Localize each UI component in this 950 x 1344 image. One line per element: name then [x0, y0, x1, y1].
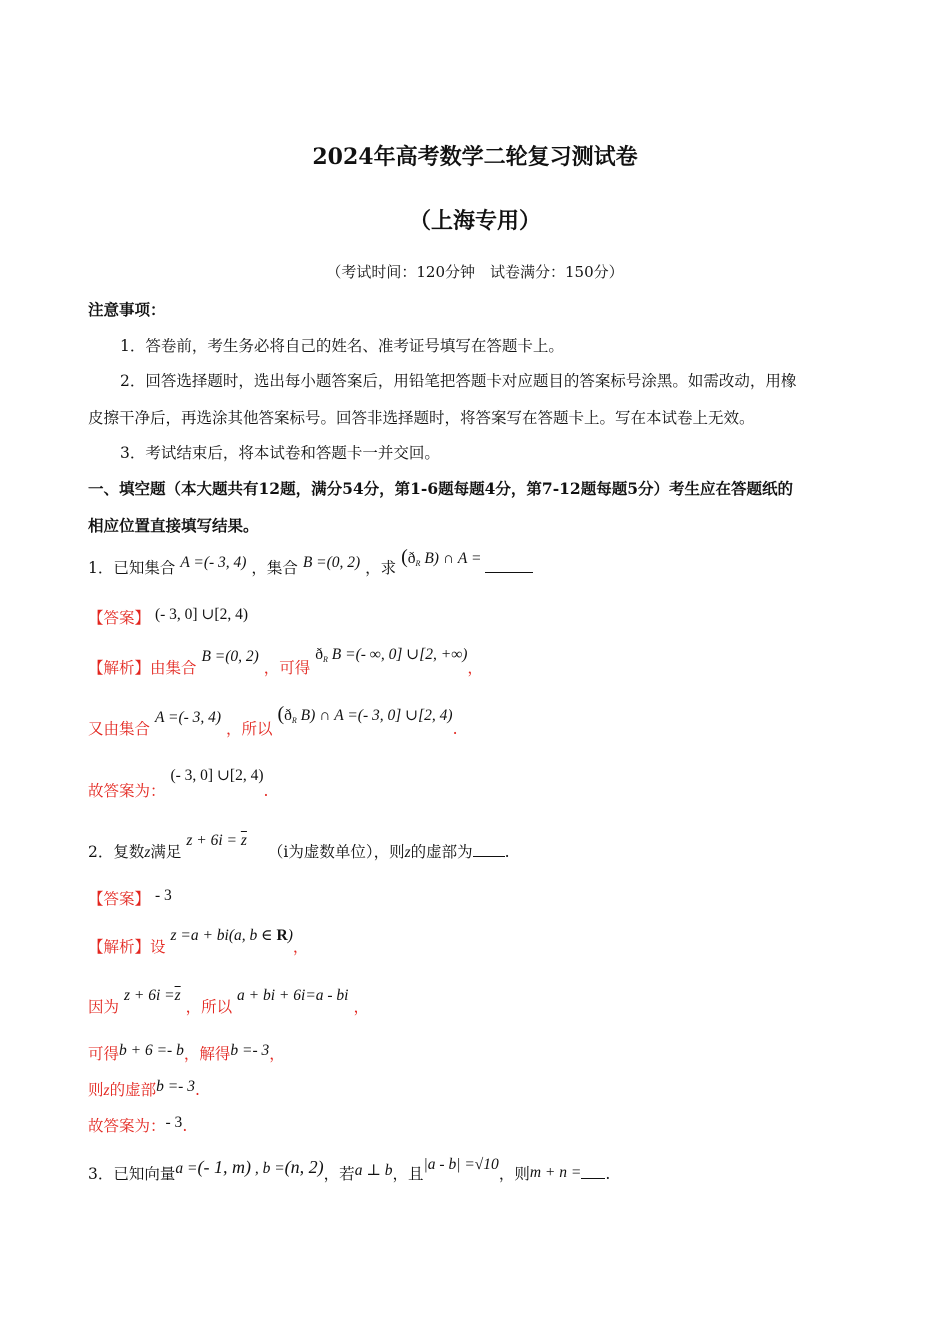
- q1-a2-math-1: A =(- 3, 4): [154, 709, 222, 726]
- q2-condition-lhs: z + 6i =: [186, 832, 238, 849]
- q2-a2-text-3: ，: [353, 998, 369, 1016]
- page-subtitle: （上海专用）: [408, 208, 541, 234]
- q3-text-2: ，若: [323, 1165, 355, 1183]
- q1-a1-text-3: ，: [467, 659, 483, 677]
- q3-text-4: ，则: [498, 1165, 530, 1183]
- q1-a3-text-2: .: [263, 782, 269, 800]
- complement-icon: ð: [407, 550, 416, 567]
- q3-magnitude-lhs: |a - b|: [423, 1156, 461, 1173]
- q2-a4-text-2: 的虚部: [109, 1081, 157, 1099]
- q2-a2-math-1: [124, 987, 181, 1004]
- q1-a2-text-1: 又由集合: [88, 720, 151, 738]
- q2-a1-text-1: 设: [150, 938, 166, 956]
- analysis-label: 【解析】: [88, 938, 151, 956]
- q2-a4-text-3: .: [194, 1081, 200, 1099]
- q3-text-1: 3．已知向量: [88, 1165, 176, 1183]
- q1-paren: (: [401, 546, 408, 568]
- q2-analysis-4: [88, 1078, 200, 1100]
- q2-a1-math: [170, 927, 292, 944]
- q2-answer-row: [88, 887, 172, 909]
- question-1: [88, 546, 533, 579]
- note-item-3: 3．考试结束后，将本试卷和答题卡一并交回。: [120, 444, 440, 462]
- q2-analysis-1: [88, 927, 309, 957]
- q2-a3-math-2: b =- 3: [230, 1042, 270, 1059]
- q2-a3-math-1: b + 6 =- b: [119, 1042, 184, 1059]
- q1-answer-blank[interactable]: [485, 558, 533, 573]
- q1-a3-math-1: (- 3, 0] ∪[2, 4): [170, 767, 264, 784]
- q3-perpendicular: a ⊥ b: [354, 1162, 393, 1179]
- q2-answer: - 3: [154, 887, 172, 904]
- q1-set-b: B =(0, 2): [302, 554, 361, 571]
- q2-text-4: 的虚部为: [410, 843, 473, 861]
- q1-a2-sub-r: R: [291, 716, 297, 725]
- q2-a5-text-2: .: [182, 1117, 188, 1135]
- section-heading-b: 相应位置直接填写结果。: [88, 516, 259, 535]
- q1-a1-result: B =(- ∞, 0] ∪[2, +∞): [327, 646, 468, 663]
- q2-text-3: （i为虚数单位），则: [267, 843, 405, 861]
- complement-icon: ð: [315, 646, 323, 663]
- q2-a5-text-1: 故答案为：: [88, 1117, 166, 1135]
- q3-magnitude: [424, 1156, 499, 1173]
- q2-a2-lhs: z + 6i =: [123, 987, 175, 1004]
- q3-vector-a-lhs: a =: [175, 1160, 198, 1177]
- complement-icon: ð: [284, 707, 292, 724]
- q3-vector-b-lhs: , b =: [250, 1160, 285, 1177]
- q1-a2-b-paren: B): [296, 707, 316, 724]
- q1-a3-text-1: 故答案为：: [88, 782, 166, 800]
- page-title: 2024年高考数学二轮复习测试卷: [312, 144, 638, 170]
- q2-a3-text-3: ，: [269, 1045, 285, 1063]
- answer-label: 【答案】: [88, 890, 151, 908]
- q2-a1-domain: (a, b ∈: [228, 927, 277, 944]
- q1-a1-math-1: B =(0, 2): [201, 648, 259, 665]
- real-set-icon: R: [276, 927, 288, 944]
- question-3: [88, 1156, 611, 1184]
- q2-a2-text-1: 因为: [88, 998, 120, 1016]
- question-2: [88, 832, 510, 862]
- q3-text-5: .: [605, 1165, 611, 1183]
- q1-sub-r: R: [415, 559, 421, 568]
- q2-a4-var-z: z: [103, 1082, 110, 1099]
- section-heading-a: 一、填空题（本大题共有12题，满分54分，第1-6题每题4分，第7-12题每题5分）考生应在答题纸的: [88, 479, 794, 498]
- q1-a1-sub-r: R: [323, 655, 328, 664]
- note-item-1: 1．答卷前，考生务必将自己的姓名、准考证号填写在答题卡上。: [120, 337, 564, 355]
- q2-text-5: .: [504, 843, 510, 861]
- answer-label: 【答案】: [88, 609, 151, 627]
- q3-vector-a: (- 1, m): [197, 1157, 251, 1177]
- q2-analysis-5: [88, 1114, 187, 1136]
- q2-text-1: 2．复数: [88, 843, 145, 861]
- q1-a1-text-1: 由集合: [150, 659, 197, 677]
- notes-heading: 注意事项：: [88, 300, 166, 319]
- q3-vector-b: (n, 2): [284, 1157, 324, 1177]
- q2-var-z2: z: [404, 844, 411, 861]
- q2-condition: [186, 832, 247, 849]
- q1-a2-text-3: .: [452, 720, 458, 738]
- q2-a1-z-def: z =a + bi: [170, 927, 229, 944]
- q1-answer-row: [88, 606, 248, 628]
- q1-text-3: ，求: [365, 559, 397, 577]
- note-item-2a: 2．回答选择题时，选出每小题答案后，用铅笔把答题卡对应题目的答案标号涂黑。如需改动，用橡: [120, 372, 797, 390]
- q1-answer: (- 3, 0] ∪[2, 4): [154, 606, 248, 623]
- q3-magnitude-value: =√10: [460, 1156, 499, 1173]
- q2-analysis-3: [88, 1042, 285, 1064]
- q2-a5-math-1: - 3: [165, 1114, 183, 1131]
- q1-a2-result: ∩ A =(- 3, 0] ∪[2, 4): [315, 707, 453, 724]
- q2-a4-text-1: 则: [88, 1081, 104, 1099]
- note-item-2b: 皮擦干净后，再选涂其他答案标号。回答非选择题时，将答案写在答题卡上。写在本试卷上无效。: [88, 409, 755, 427]
- q2-a3-text-1: 可得: [88, 1045, 120, 1063]
- q3-answer-blank[interactable]: [581, 1164, 605, 1179]
- q2-a3-text-2: ，解得: [183, 1045, 231, 1063]
- q2-var-z: z: [144, 844, 151, 861]
- q2-a2-math-2: a + bi + 6i=a - bi: [237, 987, 349, 1004]
- q1-analysis-2: [88, 703, 458, 740]
- q1-expression: [401, 546, 485, 568]
- q1-a1-text-2: ，可得: [263, 659, 311, 677]
- q1-a2-math-2: [277, 703, 453, 725]
- q1-cap-a: ∩ A =: [438, 550, 482, 567]
- q1-text-1: 1．已知集合: [88, 559, 176, 577]
- q2-answer-blank[interactable]: [473, 842, 505, 857]
- analysis-label: 【解析】: [88, 659, 151, 677]
- exam-info: （考试时间：120分钟 试卷满分：150分）: [326, 263, 624, 281]
- q2-a4-math-1: b =- 3: [156, 1078, 195, 1095]
- q1-analysis-1: [88, 646, 483, 678]
- q1-analysis-3: [88, 767, 269, 801]
- q1-set-a: A =(- 3, 4): [180, 554, 247, 571]
- q3-sum: m + n =: [529, 1164, 582, 1181]
- q3-vectors: [175, 1157, 324, 1177]
- q2-a1-close: ): [287, 927, 293, 944]
- q2-analysis-2: [88, 987, 369, 1017]
- q1-a2-text-2: ，所以: [226, 720, 273, 738]
- q1-b-paren: B): [420, 550, 439, 567]
- q1-a2-paren: (: [277, 703, 285, 725]
- q1-text-2: ，集合: [251, 559, 298, 577]
- q2-a1-text-2: ，: [292, 938, 309, 956]
- q1-a1-math-2: [315, 646, 467, 663]
- q2-text-2: 满足: [150, 843, 182, 861]
- q3-text-3: ，且: [392, 1165, 424, 1183]
- q2-conjugate-z: $\overline{z}$: [240, 832, 247, 849]
- q2-a2-conjugate: $\overline{z}$: [174, 987, 181, 1004]
- q2-a2-text-2: ，所以: [185, 998, 233, 1016]
